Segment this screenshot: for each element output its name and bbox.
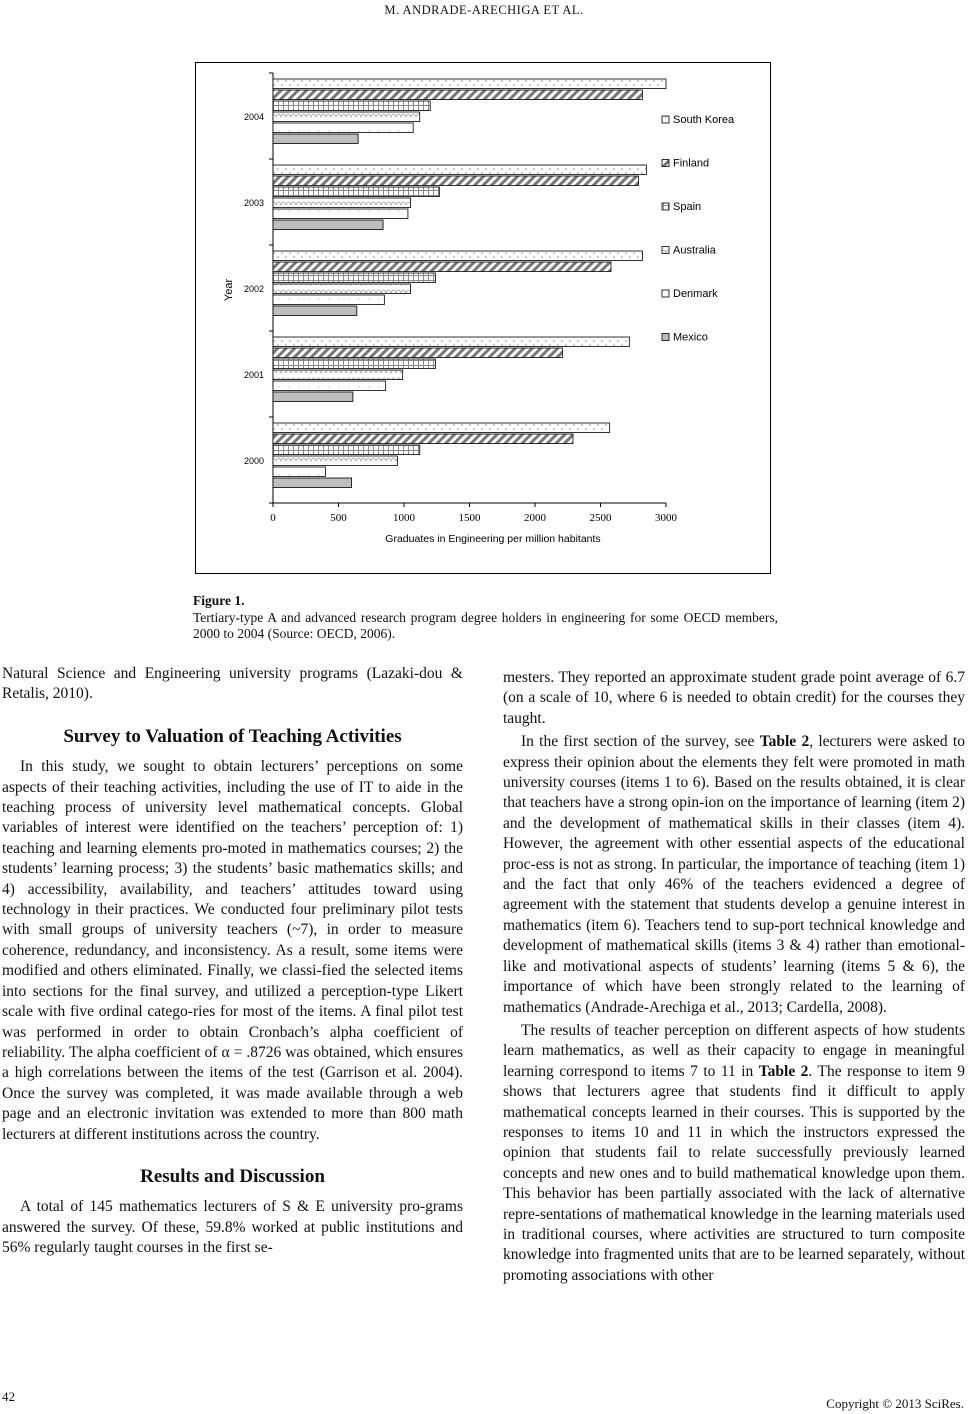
bar-spain: [273, 359, 435, 369]
bar-south-korea: [273, 337, 629, 347]
x-tick-label: 2500: [589, 512, 612, 524]
bar-australia: [273, 112, 420, 122]
bar-mexico: [273, 306, 357, 316]
text-run: . The response to item 9 shows that lecturers agree that students find it difficult to apply mathematical concepts learned in their courses. This is supported by the responses to items 10 and 11 in which the instructors expressed the opinion that students fail to relate successfully previously learned concepts and new ones and to build mathematical knowledge upon them. This behavior has been partially associated with the lack of alternative repre-sentations of mathematical knowledge in the learning materials used in traditional courses, where activities are structured to turn composite knowledge into fragmented units that are to be learned separately, without promoting associations with other: [503, 1062, 965, 1284]
x-tick-label: 500: [330, 512, 347, 524]
copyright-notice: Copyright © 2013 SciRes.: [826, 1396, 964, 1411]
y-tick-label: 2004: [243, 112, 264, 122]
table-reference[interactable]: Table 2: [759, 733, 810, 751]
bar-denmark: [273, 295, 384, 305]
bar-finland: [273, 434, 573, 444]
legend-label: Mexico: [673, 331, 708, 344]
bar-australia: [273, 198, 411, 208]
bar-australia: [273, 370, 403, 380]
figure-caption: [193, 593, 778, 643]
paragraph: mesters. They reported an approximate student grade point average of 6.7 (on a scale of 10, where 6 is needed to obtain credit) for the courses they taught.: [503, 669, 965, 727]
bar-south-korea: [273, 251, 642, 261]
bar-denmark: [273, 381, 386, 391]
figure-frame: [195, 62, 771, 574]
bar-mexico: [273, 220, 383, 230]
running-head: M. ANDRADE-ARECHIGA ET AL.: [384, 3, 584, 17]
bar-finland: [273, 176, 638, 186]
legend-swatch: [662, 247, 669, 254]
paragraph: In this study, we sought to obtain lecturers’ perceptions on some aspects of their teaching activities, including the use of IT to aide in the teaching process of university level mathematical concepts. Global variables of interest were identified on the teachers’ perception of: 1) teaching and learning elements pro-moted in mathematics courses; 2) the students’ learning process; 3) the students’ basic mathematics skills; and 4) accessibility, availability, and teachers’ attitudes toward using technology in their practices. We conducted four preliminary pilot tests with small groups of university teachers (~7), in order to measure coherence, redundancy, and inconsistency. As a result, some items were modified and others eliminated. Finally, we classi-fied the selected items into sections for the final survey, and utilized a perception-type Likert scale with five ordinal catego-ries for most of the items. A final pilot test was performed in order to obtain Cronbach’s alpha coefficient of reliability. The alpha coefficient of α = .8726 was obtained, which ensures a high correlations between the items of the test (Garrison et al. 2004). Once the survey was completed, it was made available through a web page and an electronic invitation was extended to more than 800 math lecturers at different institutions across the country.: [2, 758, 463, 1143]
bar-south-korea: [273, 79, 666, 89]
bar-australia: [273, 456, 397, 466]
text-run: The results of teacher perception on different aspects of how students learn mathematics, as well as their capacity to engage in meaningful learning correspond to items 7 to 11 in: [503, 1021, 965, 1080]
figure-label: Figure 1.: [193, 593, 245, 608]
y-tick-label: 2001: [243, 370, 264, 380]
bar-south-korea: [273, 423, 610, 433]
paragraph: [503, 732, 965, 1018]
page-number: 42: [2, 1389, 15, 1404]
bar-finland: [273, 348, 563, 358]
bar-finland: [273, 90, 642, 100]
x-tick-label: 1000: [393, 512, 415, 524]
bar-australia: [273, 284, 411, 294]
y-tick-label: 2002: [243, 284, 264, 294]
bar-south-korea: [273, 165, 646, 175]
paragraph: A total of 145 mathematics lecturers of S & E university pro-grams answered the survey. Of these, 59.8% worked at public institutions and 56% regularly taught courses in the first se-: [2, 1198, 463, 1257]
x-tick-label: 1500: [458, 512, 481, 524]
section-heading: Results and Discussion: [140, 1165, 325, 1187]
legend-swatch: [662, 160, 669, 167]
bar-spain: [273, 101, 430, 111]
text-run: , lecturers were asked to express their opinion about the elements they felt were promoted in math university courses (items 1 to 6). Based on the results obtained, it is clear that teachers have a strong opin-ion on the importance of learning (item 2) and the development of mathematical skills in their classes (item 4). However, the agreement with other essential aspects of the educational proc-ess is not as strong. In particular, the importance of teaching (item 1) and the fact that only 46% of the teachers evidenced a degree of agreement with the statement that students develop a genuine interest in mathematics (item 6). Teachers tend to sup-port technical knowledge and development of mathematical skills (items 3 & 4) rather than emotional-like and motivational aspects of students’ learning (items 5 & 6), the importance of which have been strongly related to the learning of mathematics (Andrade-Arechiga et al., 2013; Cardella, 2008).: [503, 733, 965, 1016]
legend-label: Finland: [673, 157, 710, 170]
right-column: [503, 668, 965, 1286]
paragraph: Natural Science and Engineering university programs (Lazaki-dou & Retalis, 2010).: [2, 665, 463, 703]
bar-denmark: [273, 123, 413, 133]
bar-denmark: [273, 209, 408, 219]
legend-label: Australia: [673, 244, 716, 257]
legend-swatch: [662, 290, 669, 297]
paragraph: [503, 1021, 965, 1286]
x-tick-label: 0: [270, 512, 276, 524]
legend-label: Denmark: [673, 288, 718, 300]
left-column: [2, 664, 463, 1259]
x-tick-label: 2000: [524, 512, 546, 524]
table-reference[interactable]: Table 2: [758, 1062, 809, 1080]
text-run: In the first section of the survey, see: [521, 733, 760, 751]
bar-spain: [273, 445, 420, 455]
bar-chart: [196, 63, 770, 573]
y-axis-label: Year: [223, 278, 235, 302]
legend-swatch: [662, 203, 669, 210]
legend-label: South Korea: [673, 114, 735, 126]
figure-caption-text: Tertiary-type A and advanced research program degree holders in engineering for some OECD members, 2000 to 2004 (Source: OECD, 2006).: [193, 609, 778, 641]
y-tick-label: 2003: [243, 198, 264, 208]
bar-spain: [273, 187, 439, 197]
y-tick-label: 2000: [243, 456, 264, 466]
bar-mexico: [273, 392, 353, 402]
x-axis-label: Graduates in Engineering per million habitants: [385, 533, 601, 545]
section-heading: Survey to Valuation of Teaching Activities: [63, 725, 402, 747]
x-tick-label: 3000: [655, 512, 677, 524]
legend-swatch: [662, 334, 669, 341]
bar-spain: [273, 273, 435, 283]
bar-denmark: [273, 467, 325, 477]
legend-label: Spain: [673, 201, 702, 213]
bar-mexico: [273, 134, 358, 144]
bar-mexico: [273, 478, 352, 488]
bar-finland: [273, 262, 611, 272]
legend-swatch: [662, 116, 669, 123]
